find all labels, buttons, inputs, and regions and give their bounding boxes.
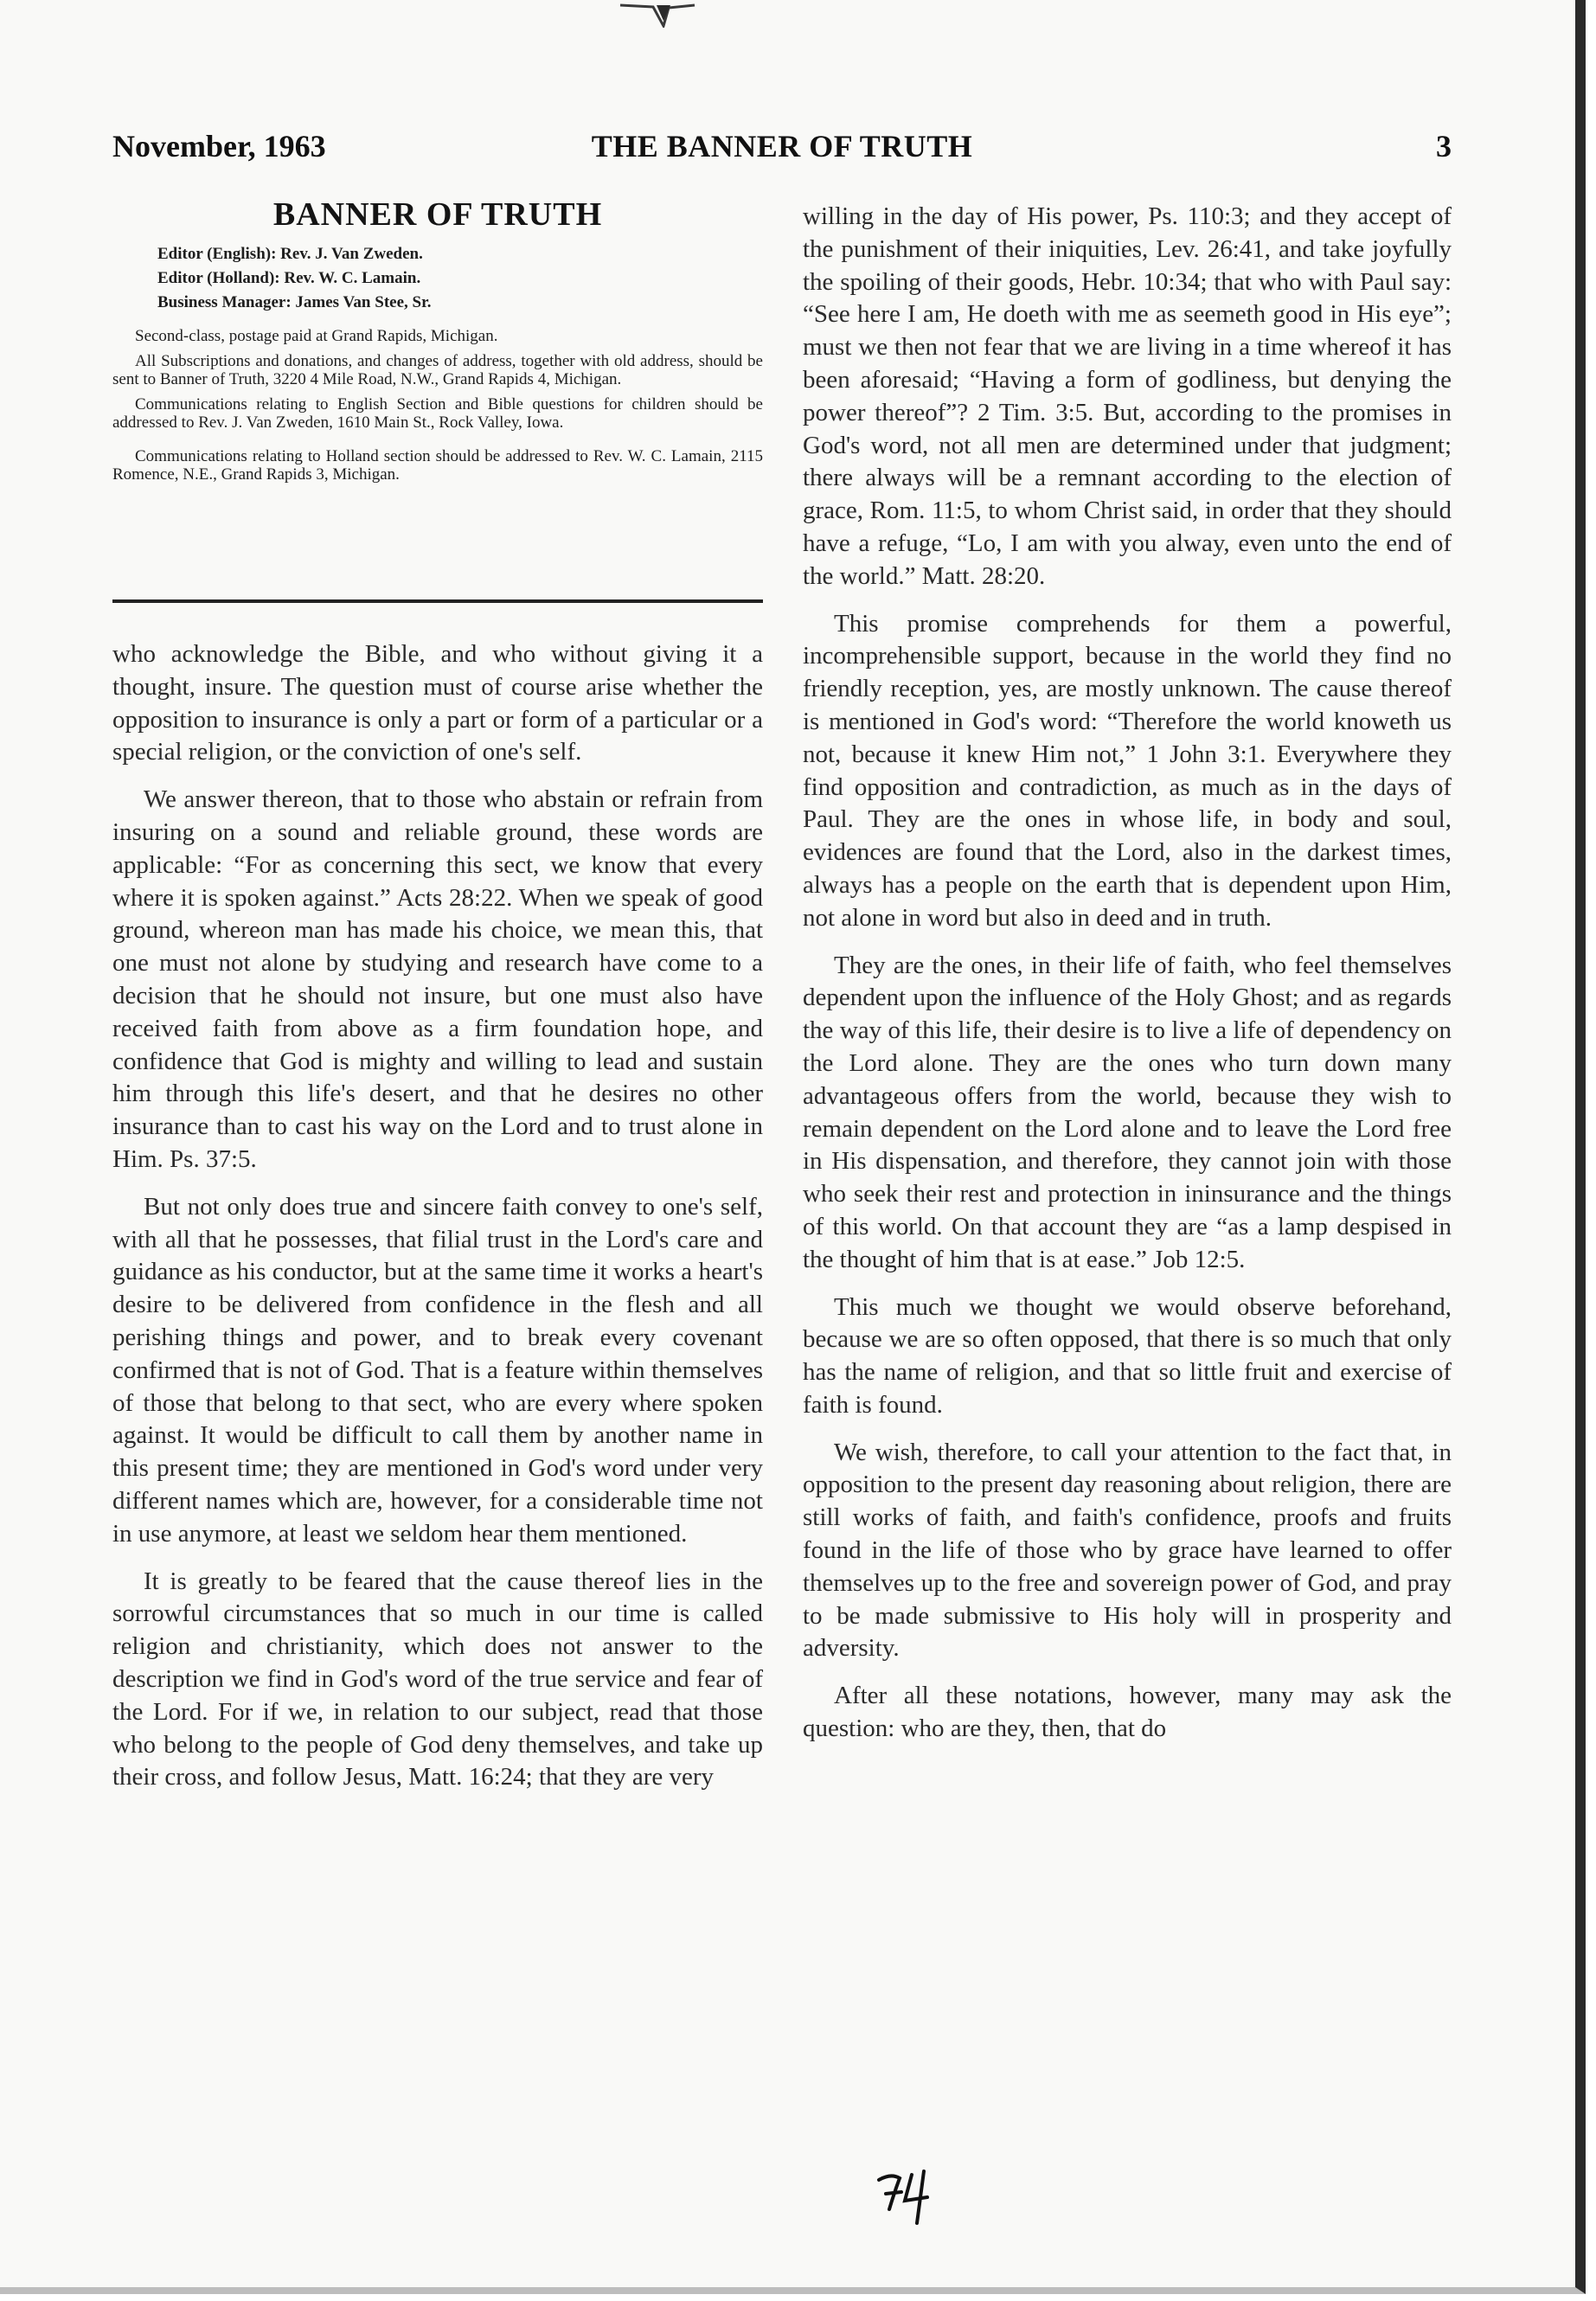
staff-editor-english: Editor (English): Rev. J. Van Zweden. xyxy=(157,245,423,263)
paragraph: They are the ones, in their life of faith, who feel themselves dependent upon the influence of the Holy Ghost; and as regards the way of this life, their desire is to live a life of dependency on the Lord alone. They are the ones who turn down many advantageous offers from the world, because they wish to remain dependent on the Lord alone and to leave the Lord free in His dispensation, and therefore, they cannot join with those who seek their rest and protection in ininsurance and the things of this world. On that account they are “as a lamp despised in the thought of him that is at ease.” Job 12:5. xyxy=(803,951,1452,1273)
notice-english-section: Communications relating to English Section and Bible questions for children should be addressed to Rev. J. Van Zweden, 1610 Main St., Rock Valley, Iowa. xyxy=(112,395,763,432)
paragraph: It is greatly to be feared that the cause thereof lies in the sorrowful circumstances that so much in our time is called religion and christianity, which does not answer to the description we find in God's word of the true service and fear of the Lord. For if we, in relation to our subject, read that those who belong to the people of God deny themselves, and take up their cross, and follow Jesus, Matt. 16:24; that they are very xyxy=(112,1567,763,1791)
masthead-title: BANNER OF TRUTH xyxy=(272,196,603,233)
paragraph: After all these notations, however, many may ask the question: who are they, then, that do xyxy=(803,1682,1452,1743)
issue-date: November, 1963 xyxy=(112,129,326,163)
staff-editor-holland: Editor (Holland): Rev. W. C. Lamain. xyxy=(157,269,421,287)
paragraph: We answer thereon, that to those who abstain or refrain from insuring on a sound and reliable ground, these words are applicable: “For as concerning this sect, we know that every where it is spoken against.” Acts 28:22. When we speak of good ground, whereon man has made his choice, we mean this, that one must not alone by studying and research have come to a decision that he should not insure, but one must also have received faith from above as a firm foundation hope, and confidence that God is mighty and willing to lead and sustain him through this life's desert, and that he desires no other insurance than to cast his way on the Lord and to trust alone in Him. Ps. 37:5. xyxy=(112,785,763,1173)
masthead xyxy=(112,195,763,484)
handwritten-page-number xyxy=(874,2163,952,2232)
page-number: 3 xyxy=(1436,129,1452,163)
paragraph: willing in the day of His power, Ps. 110:3; and they accept of the punishment of their iniquities, Lev. 26:41, and take joyfully the spoiling of their goods, Hebr. 10:34; that who with Paul say: “See here I am, He doeth with me as seemeth good in His eye”; must we then not fear that we are living in a time whereof it has been aforesaid; “Having a form of godliness, but denying the power thereof”? 2 Tim. 3:5. But, according to the promises in God's word, not all men are determined under that judgment; there always will be a remnant according to the election of grace, Rom. 11:5, to whom Christ said, in order that they should have a refuge, “Lo, I am with you alway, even unto the end of the world.” Matt. 28:20. xyxy=(803,202,1452,590)
notice-postage: Second-class, postage paid at Grand Rapids, Michigan. xyxy=(135,327,498,345)
staff-list xyxy=(157,242,763,315)
paragraph: who acknowledge the Bible, and who without giving it a thought, insure. The question must of course arise whether the opposition to insurance is only a part or form of a particular or a special religion, or the conviction of one's self. xyxy=(112,640,763,766)
notice-subscriptions: All Subscriptions and donations, and changes of address, together with old address, should be sent to Banner of Truth, 3220 4 Mile Road, N.W., Grand Rapids 4, Michigan. xyxy=(112,352,763,388)
left-column xyxy=(112,638,763,1809)
paragraph: We wish, therefore, to call your attention to the fact that, in opposition to the present day reasoning about religion, there are still works of faith, and faith's confidence, proofs and fruits found in the life of those who by grace have learned to offer themselves up to the free and sovereign power of God, and pray to be made submissive to His holy will in prosperity and adversity. xyxy=(803,1438,1452,1663)
paragraph: But not only does true and sincere faith convey to one's self, with all that he possesses, that filial trust in the Lord's care and guidance as his conductor, but at the same time it works a heart's desire to be delivered from confidence in the flesh and all perishing things and power, and to break every covenant confirmed that is not of God. That is a feature within themselves of those that belong to that sect, who are every where spoken against. It would be difficult to call them by another name in this present time; they are mentioned in God's word under very different names which are, however, for a considerable time not in use anymore, at least we seldom hear them mentioned. xyxy=(112,1192,763,1548)
paragraph: This much we thought we would observe beforehand, because we are so often opposed, that there is so much that only has the name of religion, and that so little fruit and exercise of faith is found. xyxy=(803,1292,1452,1419)
running-header xyxy=(112,128,1452,171)
notice-holland-section: Communications relating to Holland section should be addressed to Rev. W. C. Lamain, 2115 Romence, N.E., Grand Rapids 3, Michigan. xyxy=(112,447,763,484)
binding-mark-icon xyxy=(619,0,696,28)
masthead-divider xyxy=(112,599,763,603)
staff-business-manager: Business Manager: James Van Stee, Sr. xyxy=(157,293,432,311)
publication-title: THE BANNER OF TRUTH xyxy=(591,129,973,163)
paragraph: This promise comprehends for them a powerful, incomprehensible support, because in the world they find no friendly reception, yes, are mostly unknown. The cause thereof is mentioned in God's word: “Therefore the world knoweth us not, because it knew Him not,” 1 John 3:1. Everywhere they find opposition and contradiction, as much as in the days of Paul. They are the ones in whose life, in body and soul, evidences are found that the Lord, also in the darkest times, always has a people on the earth that is dependent upon Him, not alone in word but also in deed and in truth. xyxy=(803,609,1452,932)
right-column xyxy=(803,201,1452,1760)
